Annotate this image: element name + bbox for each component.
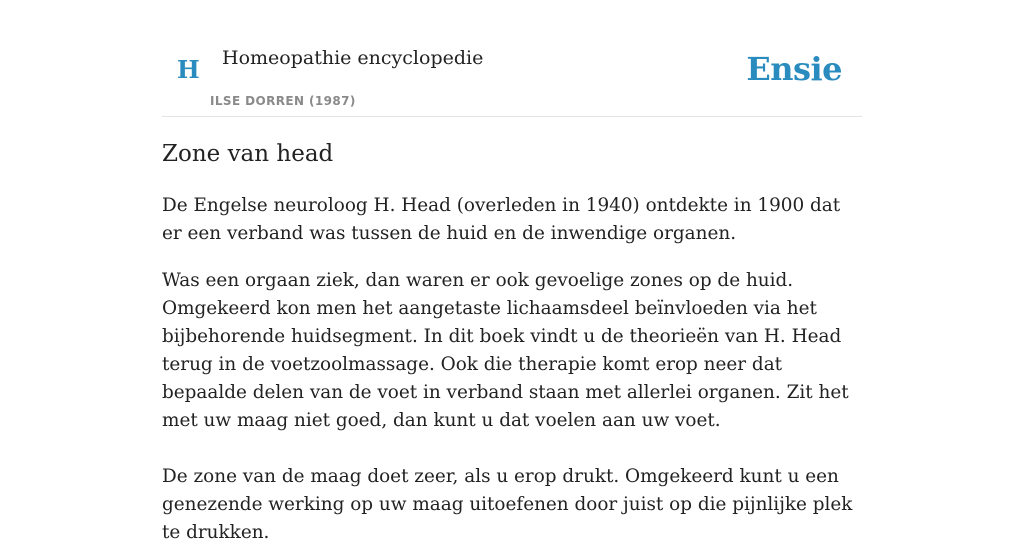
book-logo-icon[interactable]: H — [177, 55, 200, 84]
article-paragraph-2: Was een orgaan ziek, dan waren er ook gevoelige zones op de huid. Omgekeerd kon men het aangetaste lichaamsdeel beïnvloeden via het bijbehorende huidsegment. In dit boek vindt u de theorieën van H. Head terug in de voetzoolmassage. Ook die therapie komt erop neer dat bepaalde delen van de voet in verband staan met allerlei organen. Zit het met uw maag niet goed, dan kunt u dat voelen aan uw voet. — [162, 270, 849, 431]
ensie-logo-link[interactable]: Ensie — [746, 50, 842, 88]
header — [162, 0, 862, 117]
article-title: Zone van head — [162, 141, 334, 167]
article-paragraph-3: De zone van de maag doet zeer, als u erop drukt. Omgekeerd kunt u een genezende werking op uw maag uitoefenen door juist op die pijnlijke plek te drukken. — [162, 466, 853, 543]
article-paragraph-1: De Engelse neuroloog H. Head (overleden in 1940) ontdekte in 1900 dat er een verband was tussen de huid en de inwendige organen. — [162, 195, 841, 244]
book-title-link[interactable]: Homeopathie encyclopedie — [222, 47, 484, 69]
article — [162, 138, 862, 547]
author-label: ILSE DORREN (1987) — [210, 94, 356, 108]
